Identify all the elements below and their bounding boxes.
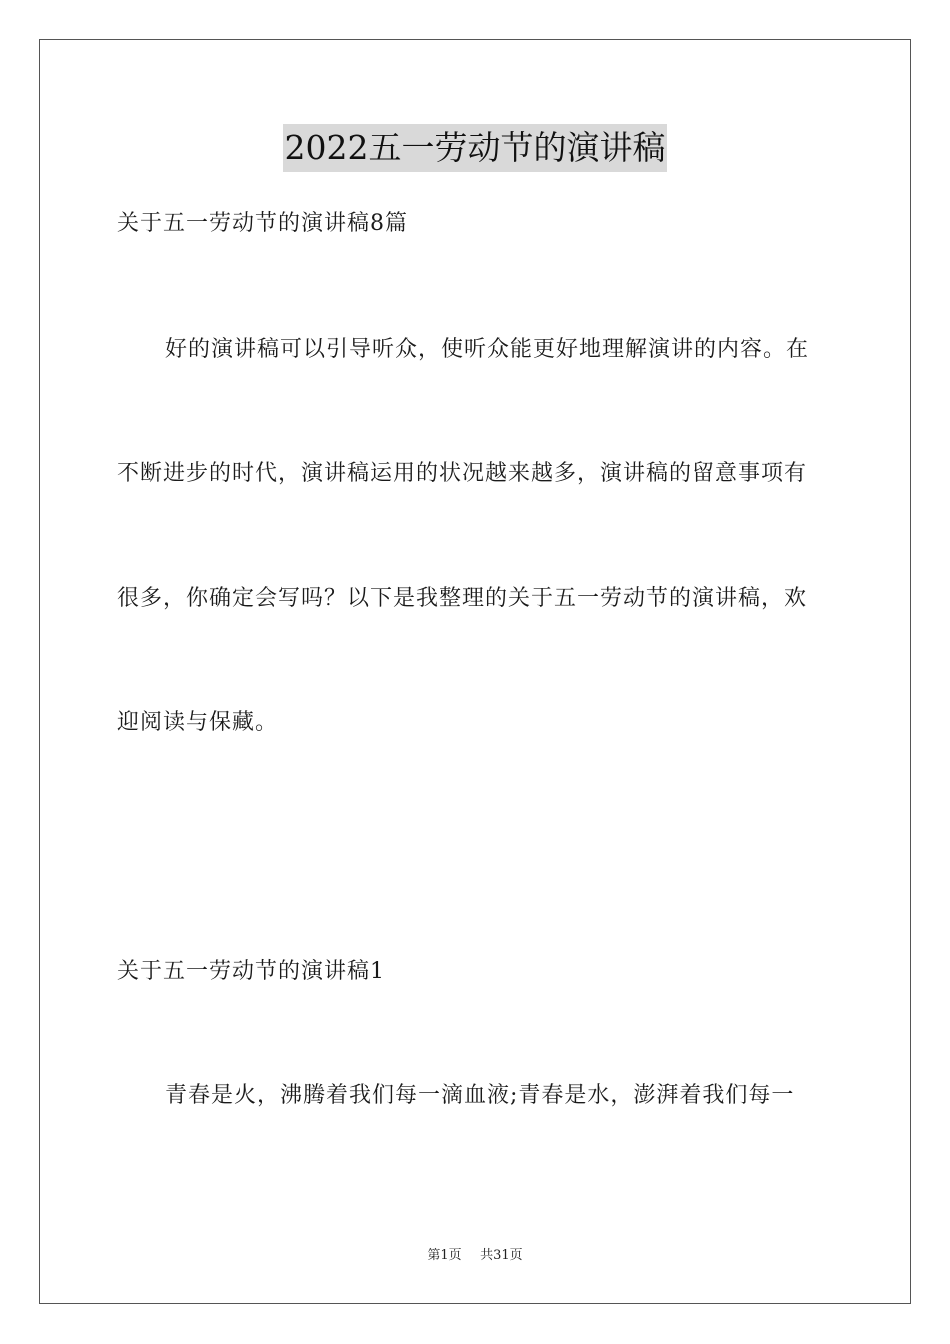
intro-line-4: 迎阅读与保藏。 [117, 710, 279, 735]
section-heading: 关于五一劳动节的演讲稿1 [117, 959, 385, 984]
title-container [0, 124, 950, 172]
intro-line-1: 好的演讲稿可以引导听众，使听众能更好地理解演讲的内容。在 [165, 337, 810, 362]
intro-line-2: 不断进步的时代，演讲稿运用的状况越来越多，演讲稿的留意事项有 [117, 461, 808, 486]
page-total-label: 共31页 [480, 1248, 523, 1263]
intro-line-3: 很多，你确定会写吗？以下是我整理的关于五一劳动节的演讲稿，欢 [117, 586, 808, 611]
page-footer [0, 1247, 950, 1265]
document-subtitle: 关于五一劳动节的演讲稿8篇 [117, 211, 408, 236]
page-number-label: 第1页 [427, 1248, 462, 1263]
section-paragraph-line: 青春是火，沸腾着我们每一滴血液;青春是水，澎湃着我们每一 [165, 1083, 795, 1108]
document-title: 2022五一劳动节的演讲稿 [283, 124, 668, 172]
